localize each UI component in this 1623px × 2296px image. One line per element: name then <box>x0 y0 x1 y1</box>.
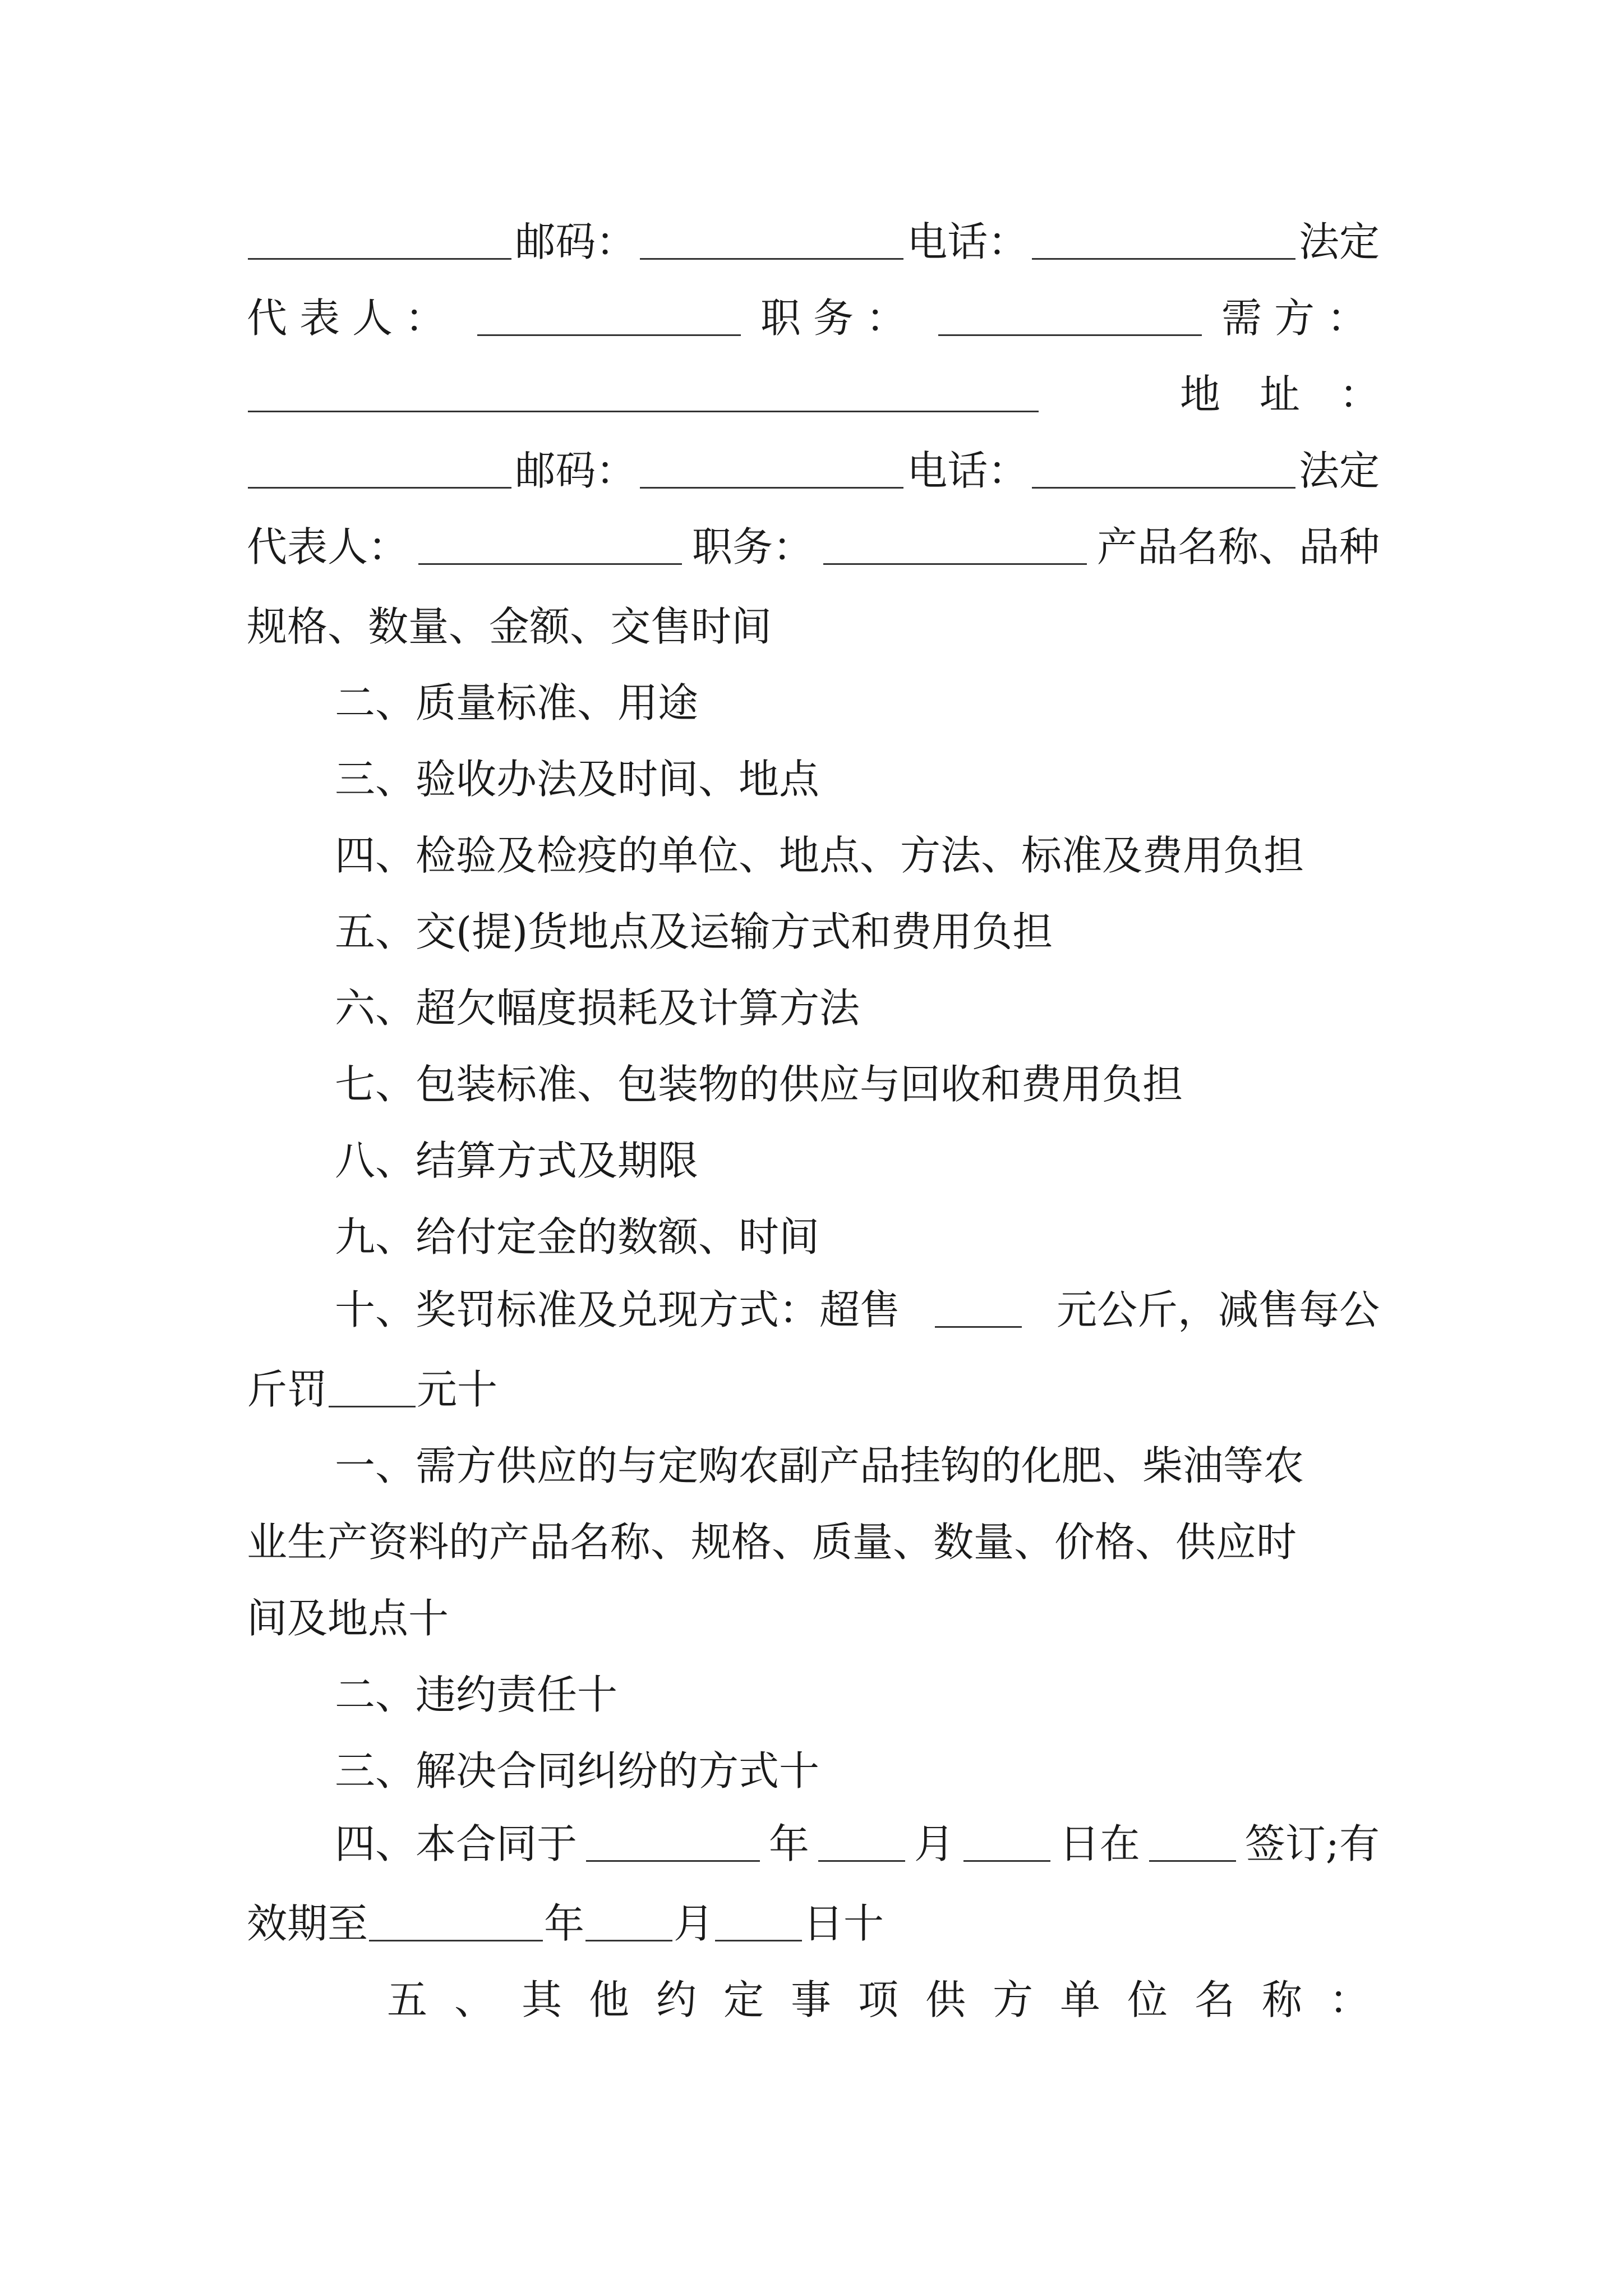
fill-blank[interactable] <box>1032 218 1295 260</box>
clause-text: 九、给付定金的数额、时间 <box>335 1213 820 1260</box>
clause-text: 二、质量标准、用途 <box>335 679 699 726</box>
fill-blank[interactable] <box>1149 1820 1236 1862</box>
position-label: 职务： <box>691 523 813 570</box>
fill-blank[interactable] <box>418 523 682 565</box>
clause-text: 五、交(提)货地点及运输方式和费用负担 <box>335 908 1053 955</box>
clause-4 <box>335 821 1380 883</box>
contract-line <box>247 516 1380 578</box>
legal-label: 法定 <box>1298 218 1380 265</box>
clause-9 <box>335 1203 1380 1264</box>
year-label: 年 <box>544 1900 585 1947</box>
clause-text: 四、本合同于 <box>335 1820 578 1867</box>
clause-2 <box>335 669 1380 730</box>
contract-line <box>247 211 1380 273</box>
clause-text: 八、结算方式及期限 <box>335 1137 699 1184</box>
clause-6 <box>335 974 1380 1036</box>
position-label: 职务： <box>760 295 919 342</box>
year-label: 年 <box>768 1820 809 1867</box>
clause-text: 六、超欠幅度损耗及计算方法 <box>335 984 860 1032</box>
day-label: 日在 <box>1059 1820 1140 1867</box>
fill-blank[interactable] <box>586 1820 760 1862</box>
clause-text: 二、违约责任十 <box>335 1671 618 1718</box>
clause-text: 十、奖罚标准及兑现方式：超售 <box>335 1286 901 1333</box>
day-label: 日十 <box>803 1900 884 1947</box>
contract-line <box>247 287 1380 349</box>
address-label: 地址： <box>1179 371 1419 418</box>
clause-13 <box>335 1737 1380 1798</box>
clause-text: 斤罚 <box>247 1366 328 1413</box>
product-name-label: 产品名称、品种 <box>1096 523 1380 570</box>
contract-line <box>247 592 1380 654</box>
clause-14 <box>335 1813 1380 1875</box>
clause-text: 间及地点十 <box>247 1595 449 1642</box>
clause-3 <box>335 745 1380 807</box>
fill-blank[interactable] <box>823 523 1087 565</box>
legal-label: 法定 <box>1298 447 1380 494</box>
contract-line <box>247 1889 1380 1951</box>
month-label: 月 <box>914 1820 955 1867</box>
clause-text: 效期至 <box>247 1900 368 1947</box>
clause-text: 五、其他约定事项供方单位名称： <box>387 1976 1397 2023</box>
clause-text: 三、解决合同纠纷的方式十 <box>335 1747 820 1795</box>
clause-15 <box>387 1966 1397 2027</box>
contract-line <box>247 1584 1380 1646</box>
fill-blank[interactable] <box>935 1286 1022 1328</box>
contract-line <box>247 364 1419 425</box>
fill-blank[interactable] <box>585 1899 672 1941</box>
fill-blank[interactable] <box>248 370 1039 412</box>
clause-5 <box>335 898 1380 959</box>
fill-blank[interactable] <box>369 1899 543 1941</box>
contract-line <box>247 1508 1380 1570</box>
fill-blank[interactable] <box>818 1820 905 1862</box>
representative-label: 代表人： <box>247 523 409 570</box>
clause-text: 元十 <box>417 1366 498 1413</box>
clause-12 <box>335 1660 1380 1722</box>
clause-text: 三、验收办法及时间、地点 <box>335 756 820 803</box>
fill-blank[interactable] <box>329 1365 416 1407</box>
postcode-label: 邮码： <box>515 218 637 265</box>
clause-text: 签订;有 <box>1244 1820 1380 1867</box>
postcode-label: 邮码： <box>515 447 637 494</box>
fill-blank[interactable] <box>477 294 741 336</box>
fill-blank[interactable] <box>963 1820 1050 1862</box>
contract-line <box>247 1355 1380 1417</box>
fill-blank[interactable] <box>640 218 903 260</box>
contract-text: 规格、数量、金额、交售时间 <box>247 603 772 650</box>
clause-text: 七、包装标准、包装物的供应与回收和费用负担 <box>335 1061 1183 1108</box>
fill-blank[interactable] <box>938 294 1202 336</box>
clause-text: 业生产资料的产品名称、规格、质量、数量、价格、供应时 <box>247 1519 1297 1566</box>
clause-8 <box>335 1126 1380 1188</box>
clause-10 <box>335 1279 1380 1341</box>
month-label: 月 <box>674 1900 714 1947</box>
representative-label: 代表人： <box>247 295 458 342</box>
phone-label: 电话： <box>907 447 1029 494</box>
clause-7 <box>335 1050 1380 1112</box>
contract-line <box>247 440 1380 501</box>
fill-blank[interactable] <box>248 447 511 489</box>
fill-blank[interactable] <box>640 447 903 489</box>
fill-blank[interactable] <box>1032 447 1295 489</box>
clause-text: 四、检验及检疫的单位、地点、方法、标准及费用负担 <box>335 832 1304 879</box>
fill-blank[interactable] <box>248 218 511 260</box>
fill-blank[interactable] <box>715 1899 802 1941</box>
buyer-label: 需方： <box>1221 295 1380 342</box>
clause-text: 一、需方供应的与定购农副产品挂钩的化肥、柴油等农 <box>335 1442 1304 1489</box>
clause-text: 元公斤，减售每公 <box>1056 1286 1380 1333</box>
clause-11 <box>335 1432 1380 1493</box>
phone-label: 电话： <box>907 218 1029 265</box>
